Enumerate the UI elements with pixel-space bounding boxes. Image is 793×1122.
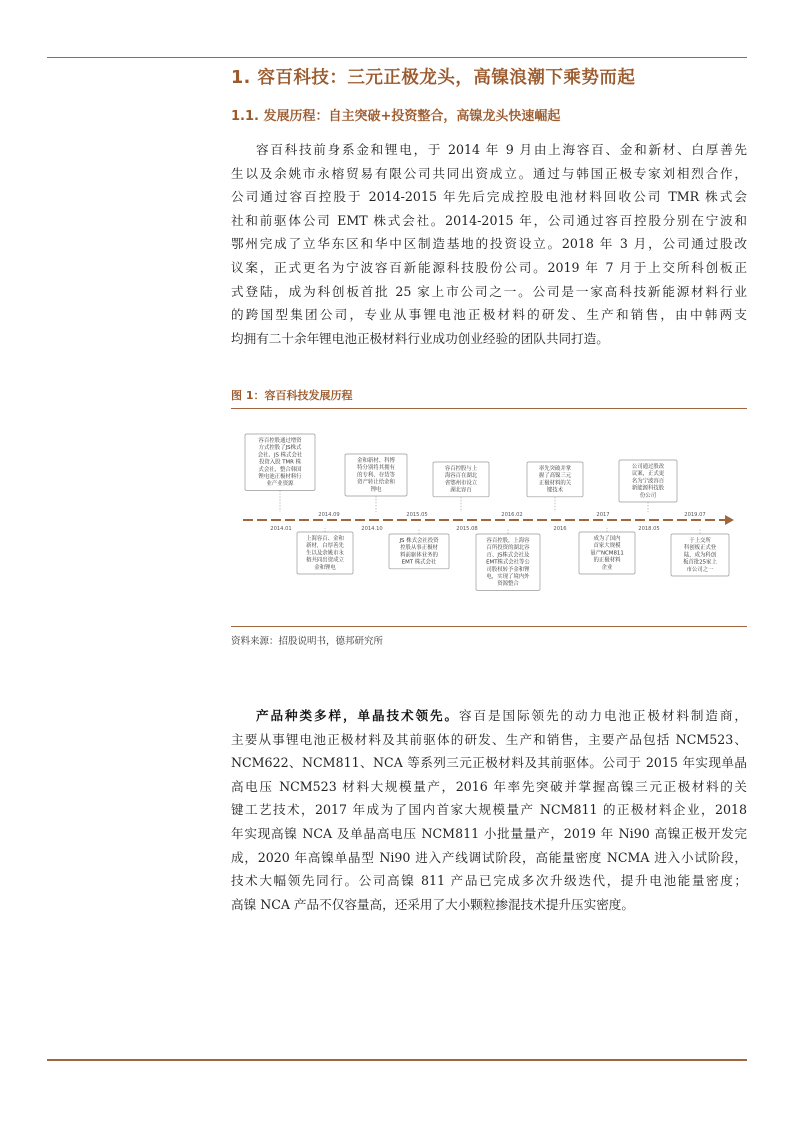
timeline-date: 2014.09 xyxy=(318,512,340,518)
event-above-text: 金和新材、科博 xyxy=(357,458,395,464)
timeline-date: 2017 xyxy=(596,512,610,518)
timeline-date: 2014.01 xyxy=(270,526,292,532)
event-above-text: 方式控股了JS株式 xyxy=(258,445,302,452)
event-above-text: 会社、JS 株式会社 xyxy=(257,452,303,459)
event-below-text: EMT 株式会社 xyxy=(401,559,437,566)
paragraph-line: 年实现高镍 NCA 及单晶高电压 NCM811 小批量量产，2019 年 Ni90 高镍正极开发完 xyxy=(231,825,747,841)
event-above-text: 容百控股通过增资 xyxy=(258,438,302,444)
event-below-text: 百所投资的湖北容 xyxy=(486,545,530,552)
subsection-heading: 1.1. 发展历程：自主突破+投资整合，高镍龙头快速崛起 xyxy=(231,109,561,124)
event-above-text: 投资入股 TMR 株 xyxy=(258,459,302,466)
lead-phrase: 产品种类多样，单晶技术领先。 xyxy=(256,708,459,723)
timeline-date: 2015.05 xyxy=(406,512,428,518)
event-below-text: 容百控股，上海容 xyxy=(486,538,530,544)
event-below-text: 电，实现了境内外 xyxy=(486,574,530,580)
event-below-text: 新材，白厚善先 xyxy=(306,543,344,550)
paragraph-line: 社和前驱体公司 EMT 株式会社。2014-2015 年，公司通过容百控股分别在宁波和 xyxy=(231,212,747,228)
event-below-text: EMT株式会社等公 xyxy=(486,559,530,566)
event-below-text: 资源整合 xyxy=(497,581,519,588)
timeline-arrow xyxy=(725,515,734,525)
event-below-text: JS 株式会社投资 xyxy=(399,538,439,544)
paragraph-line: 技术大幅领先同行。公司高镍 811 产品已完成多次升级迭代，提升电池能量密度； xyxy=(231,873,747,889)
timeline-date: 2014.10 xyxy=(361,526,383,532)
event-above-text: 容百控股与上 xyxy=(444,466,478,472)
event-above-text: 式会社，整合韩国 xyxy=(258,466,302,473)
event-above-text: 率先突破并掌 xyxy=(538,466,572,472)
event-above-text: 份公司 xyxy=(639,492,657,499)
paragraph-line: 公司通过容百控股于 2014-2015 年先后完成控股电池材料回收公司 TMR 株式会 xyxy=(231,189,747,205)
paragraph-line xyxy=(231,704,747,728)
timeline-date: 2015.08 xyxy=(456,526,478,532)
event-below-text: 科创板正式登 xyxy=(683,545,717,552)
event-below-text: 陆，成为科创 xyxy=(683,552,717,559)
paragraph-line: 主要从事锂电池正极材料及其前驱体的研发、生产和销售，主要产品包括 NCM523、 xyxy=(231,731,747,747)
paragraph-line: 式登陆，成为科创板首批 25 家上市公司之一。公司是一家高科技新能源材料行业 xyxy=(231,283,747,299)
event-above-text: 新能源科技股 xyxy=(631,485,665,492)
paragraph-line: 生以及余姚市永榕贸易有限公司共同出资成立。通过与韩国正极专家刘相烈合作， xyxy=(231,165,747,181)
event-below-text: 量产NCM811 xyxy=(590,550,624,557)
section-heading: 1. 容百科技：三元正极龙头，高镍浪潮下乘势而起 xyxy=(231,68,636,88)
products-paragraph xyxy=(231,704,747,916)
figure-top-rule xyxy=(231,408,747,409)
paragraph-line: NCM622、NCM811、NCA 等系列三元正极材料及其前驱体。公司于 2015 年实现单晶 xyxy=(231,755,747,771)
paragraph-line: 高电压 NCM523 材料大规模量产，2016 年率先突破并掌握高镍三元正极材料的关 xyxy=(231,778,747,794)
event-below-text: 百、JS株式会社及 xyxy=(486,552,530,559)
figure-bottom-rule xyxy=(231,626,747,627)
lead-line-rest: 容百是国际领先的动力电池正极材料制造商， xyxy=(458,708,747,723)
paragraph-line: 键工艺技术，2017 年成为了国内首家大规模量产 NCM811 的正极材料企业，2018 xyxy=(231,802,747,818)
figure-title: 图 1：容百科技发展历程 xyxy=(231,389,353,402)
event-above-text: 湖北容百 xyxy=(450,487,472,494)
event-above-text: 资产转让给金和 xyxy=(357,479,395,486)
event-above-text: 特分别将其拥有 xyxy=(357,465,395,472)
event-below-text: 企业 xyxy=(601,564,613,571)
event-below-text: 料前驱体业务的 xyxy=(400,552,438,559)
event-above-text: 省鄂州市设立 xyxy=(444,480,478,487)
event-above-text: 正极材料的关 xyxy=(538,480,572,487)
figure-source: 资料来源：招股说明书，德邦研究所 xyxy=(231,636,384,647)
history-paragraph xyxy=(231,138,747,350)
event-above-text: 名为宁波容百 xyxy=(631,478,665,485)
event-above-text: 业产业资源 xyxy=(266,481,294,488)
paragraph-line: 容百科技前身系金和锂电，于 2014 年 9 月由上海容百、金和新材、白厚善先 xyxy=(256,142,747,157)
event-above-text: 锂电 xyxy=(370,486,382,493)
event-above-text: 海容百在湖北 xyxy=(444,473,478,480)
event-below-text: 金和锂电 xyxy=(314,564,336,571)
timeline-date: 2019.07 xyxy=(684,512,706,518)
event-below-text: 市公司之一 xyxy=(686,566,714,573)
event-above-text: 议案，正式更 xyxy=(631,471,665,478)
paragraph-line: 成，2020 年高镍单晶型 Ni90 进入产线调试阶段，高能量密度 NCMA 进入小试阶段， xyxy=(231,849,747,865)
event-above-text: 键技术 xyxy=(546,487,564,494)
event-above-text: 握了高镍三元 xyxy=(538,473,572,480)
event-below-text: 上海容百、金和 xyxy=(306,536,344,542)
history-timeline xyxy=(231,410,747,624)
event-below-text: 成为了国内 xyxy=(593,536,621,542)
event-below-text: 司股权转予金和锂 xyxy=(486,566,530,573)
event-below-text: 首家大规模 xyxy=(593,543,621,550)
event-above-text: 锂电池正极材料行 xyxy=(258,474,302,480)
event-below-text: 板首批25家上 xyxy=(683,559,717,566)
timeline-date: 2016.02 xyxy=(501,512,523,518)
paragraph-line: 均拥有二十余年锂电池正极材料行业成功创业经验的团队共同打造。 xyxy=(231,330,609,346)
timeline-date: 2018.05 xyxy=(638,526,660,532)
paragraph-line: 高镍 NCA 产品不仅容量高，还采用了大小颗粒掺混技术提升压实密度。 xyxy=(231,896,634,912)
event-below-text: 榕共同出资成立 xyxy=(306,557,344,564)
header-rule xyxy=(47,57,747,58)
paragraph-line: 鄂州完成了立华东区和华中区制造基地的投资设立。2018 年 3 月，公司通过股改 xyxy=(231,236,747,252)
event-above-text: 的专利、存货等 xyxy=(357,472,395,479)
event-below-text: 生以及余姚市永 xyxy=(306,550,344,557)
event-above-text: 公司通过股改 xyxy=(631,464,665,470)
footer-rule xyxy=(47,1059,747,1061)
timeline-date: 2016 xyxy=(553,526,567,532)
event-below-text: 控股从事正极材 xyxy=(400,545,438,552)
paragraph-line: 的跨国型集团公司，专业从事锂电池正极材料的研发、生产和销售，由中韩两支 xyxy=(231,307,747,323)
paragraph-line: 议案，正式更名为宁波容百新能源科技股份公司。2019 年 7 月于上交所科创板正 xyxy=(231,259,747,275)
event-below-text: 的正极材料 xyxy=(593,557,621,564)
event-below-text: 于上交所 xyxy=(689,538,711,544)
